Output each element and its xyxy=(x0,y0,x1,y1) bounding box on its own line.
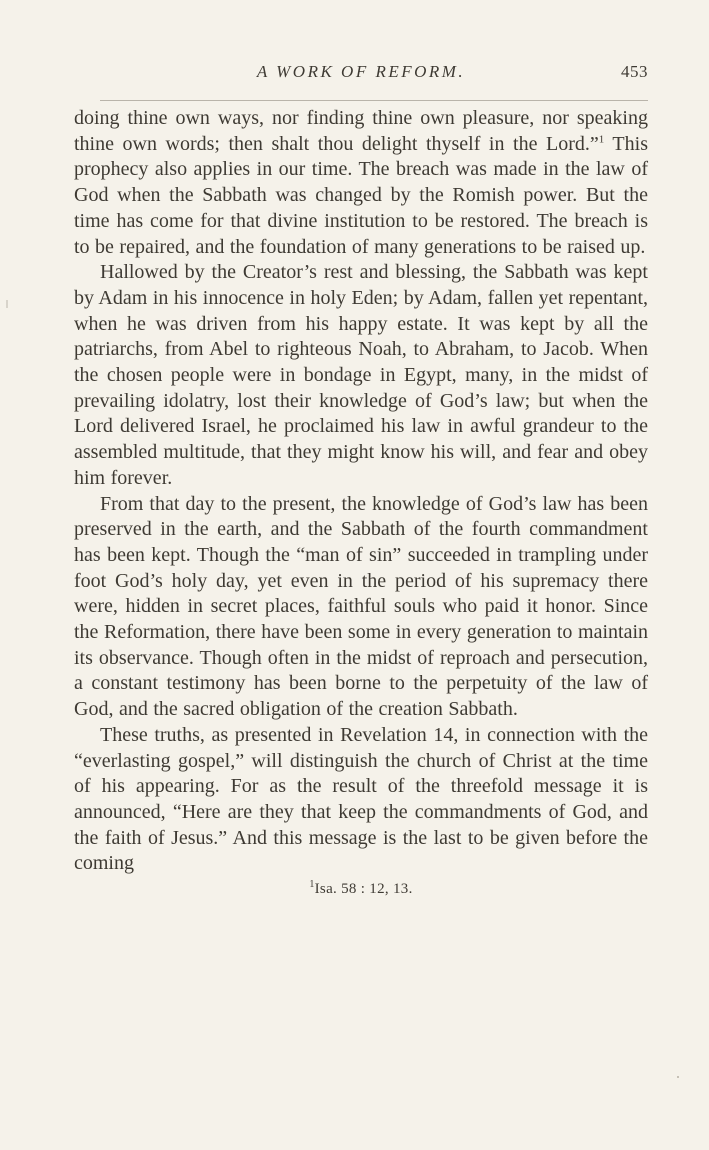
body-text xyxy=(74,106,648,877)
footnote-text: Isa. 58 : 12, 13. xyxy=(314,881,413,898)
footnote-mark: 1 xyxy=(309,879,315,891)
paragraph-1-continuation: This prophecy also applies in our time. The breach was made in the law of God when the Sabbath was changed by the Romish power. But the time has come for that divine institution to be restored. The breach is to be repaired, and the foundation of many generations to be raised up. xyxy=(74,132,648,258)
footnote xyxy=(74,881,648,898)
paragraph-1 xyxy=(74,106,648,260)
paragraph-4: These truths, as presented in Revelation 14, in connection with the “everlasting gospel,” will distinguish the church of Christ at the time of his appearing. For as the result of the threefold message it is announced, “Here are they that keep the commandments of God, and the faith of Jesus.” And this message is the last to be given before the coming xyxy=(74,723,648,875)
running-head xyxy=(74,62,648,92)
book-page xyxy=(74,62,648,898)
footnote-reference: 1 xyxy=(598,133,605,146)
paragraph-1-text: doing thine own ways, nor finding thine own pleasure, nor speaking thine own words; then shalt thou delight thyself in the Lord.” xyxy=(74,107,648,155)
paper-speck xyxy=(677,1076,679,1078)
header-rule xyxy=(100,100,648,101)
running-title: A WORK OF REFORM. xyxy=(256,62,466,81)
margin-speck xyxy=(6,300,8,308)
paragraph-3: From that day to the present, the knowledge of God’s law has been preserved in the earth, and the Sabbath of the fourth commandment has been kept. Though the “man of sin” succeeded in trampling under foot God’s holy day, yet even in the period of his supremacy there were, hidden in secret places, faithful souls who paid it honor. Since the Reformation, there have been some in every generation to maintain its observance. Though often in the midst of reproach and persecution, a constant testimony has been borne to the perpetuity of the law of God, and the sacred obligation of the creation Sabbath. xyxy=(74,492,648,721)
page-number: 453 xyxy=(621,62,648,81)
paragraph-2: Hallowed by the Creator’s rest and blessing, the Sabbath was kept by Adam in his innocence in holy Eden; by Adam, fallen yet repentant, when he was driven from his happy estate. It was kept by all the patriarchs, from Abel to righteous Noah, to Abraham, to Jacob. When the chosen people were in bondage in Egypt, many, in the midst of prevailing idolatry, lost their knowledge of God’s law; but when the Lord delivered Israel, he proclaimed his law in awful grandeur to the assembled multitude, that they might know his will, and fear and obey him forever. xyxy=(74,261,648,489)
